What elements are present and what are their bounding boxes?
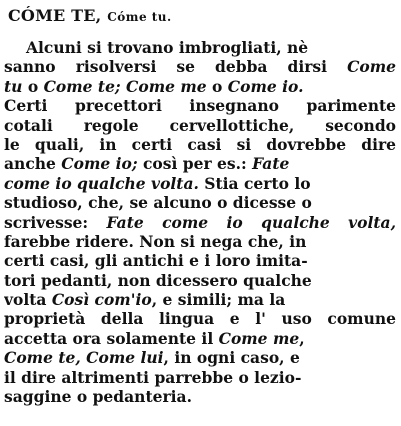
italic-text-run: Come io; bbox=[61, 154, 138, 174]
text-run: , bbox=[299, 328, 305, 348]
italic-text-run: Fate come io qualche volta, bbox=[106, 212, 396, 232]
text-run: o bbox=[22, 76, 44, 96]
italic-text-run: tu bbox=[4, 76, 23, 96]
text-line bbox=[4, 213, 396, 232]
text-run: il dire altrimenti parrebbe o lezio- bbox=[4, 367, 302, 387]
text-line bbox=[4, 57, 396, 76]
text-run: proprietà della lingua e l' uso comune bbox=[4, 309, 396, 329]
text-line bbox=[4, 116, 396, 135]
text-run: volta bbox=[4, 290, 52, 310]
italic-text-run: Come me bbox=[218, 328, 300, 348]
text-run: così per es.: bbox=[137, 154, 253, 174]
italic-text-run: Come bbox=[347, 57, 396, 77]
text-line bbox=[4, 38, 396, 57]
text-run: scrivesse: bbox=[4, 212, 107, 232]
text-line bbox=[4, 329, 396, 348]
text-line bbox=[4, 368, 396, 387]
text-run: , e simili; ma la bbox=[151, 290, 286, 310]
entry-heading-smallcaps: Cóme tu. bbox=[107, 10, 172, 24]
text-run: tori pedanti, non dicessero qualche bbox=[4, 270, 312, 290]
text-run: le quali, in certi casi si dovrebbe dire bbox=[4, 134, 396, 154]
text-run: accetta ora solamente il bbox=[4, 328, 219, 348]
text-line bbox=[4, 193, 396, 212]
text-run: saggine o pedanteria. bbox=[4, 387, 192, 407]
text-run: , in ogni caso, e bbox=[163, 348, 300, 368]
text-line bbox=[4, 271, 396, 290]
text-line bbox=[4, 251, 396, 270]
text-run: Certi precettori insegnano parimente bbox=[4, 96, 396, 116]
text-line bbox=[4, 387, 396, 406]
italic-text-run: Come te; Come me bbox=[43, 76, 207, 96]
entry-paragraph bbox=[4, 38, 396, 406]
text-line bbox=[4, 309, 396, 328]
text-line bbox=[4, 290, 396, 309]
text-run: studioso, che, se alcuno o dicesse o bbox=[4, 193, 312, 213]
text-run: Stia certo lo bbox=[198, 173, 311, 193]
text-run: anche bbox=[4, 154, 62, 174]
text-run: o bbox=[206, 76, 228, 96]
text-run: Alcuni si trovano imbrogliati, nè bbox=[26, 38, 309, 57]
italic-text-run: Fate bbox=[252, 154, 290, 174]
entry-heading bbox=[8, 6, 172, 27]
italic-text-run: come io qualche volta. bbox=[4, 173, 199, 193]
text-line bbox=[4, 77, 396, 96]
text-line bbox=[4, 232, 396, 251]
text-line bbox=[4, 154, 396, 173]
text-run: cotali regole cervellottiche, secondo bbox=[4, 115, 396, 135]
entry-heading-main: CÓME TE, bbox=[8, 6, 108, 25]
text-line bbox=[4, 135, 396, 154]
italic-text-run: Così com'io bbox=[51, 290, 152, 310]
italic-text-run: Come te, Come lui bbox=[4, 348, 164, 368]
text-line bbox=[4, 96, 396, 115]
text-line bbox=[4, 348, 396, 367]
text-line bbox=[4, 174, 396, 193]
text-run: certi casi, gli antichi e i loro imita- bbox=[4, 251, 308, 271]
text-run: farebbe ridere. Non si nega che, in bbox=[4, 231, 307, 251]
text-run: sanno risolversi se debba dirsi bbox=[4, 57, 348, 77]
italic-text-run: Come io. bbox=[227, 76, 304, 96]
